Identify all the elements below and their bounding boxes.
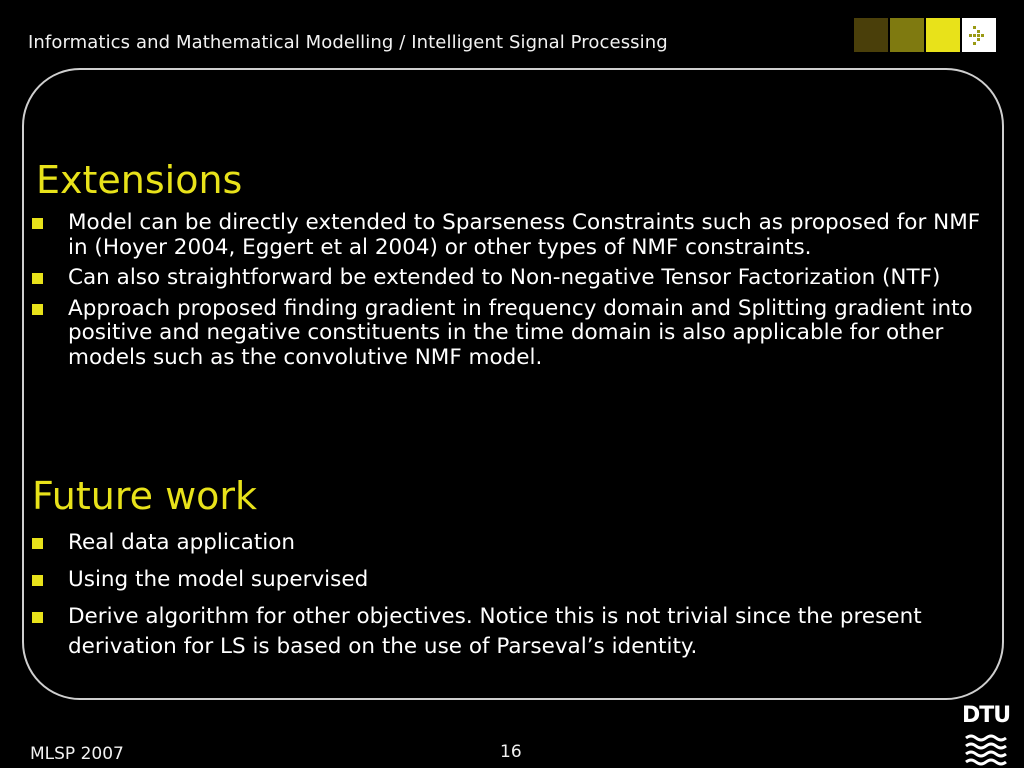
bullet-square-icon (32, 612, 43, 623)
bullet-square-icon (32, 575, 43, 586)
extensions-list (30, 211, 990, 376)
list-item-text: Real data application (68, 530, 296, 555)
list-item-text: Derive algorithm for other objectives. Notice this is not trivial since the present derivation for LS is based on the use of Parseval’s identity. (68, 604, 922, 659)
list-item (30, 211, 990, 260)
logo-square-arrow (962, 18, 996, 52)
logo-squares (854, 18, 996, 52)
list-item (30, 565, 1000, 595)
page-number: 16 (500, 742, 522, 762)
dtu-logo-text: DTU (962, 703, 1011, 728)
list-item (30, 602, 1000, 662)
future-work-list (30, 528, 1000, 669)
list-item-text: Model can be directly extended to Sparseness Constraints such as proposed for NMF in (Hoyer 2004, Eggert et al 2004) or other types of NMF constraints. (68, 210, 981, 260)
list-item (30, 266, 990, 291)
header-title: Informatics and Mathematical Modelling / Intelligent Signal Processing (28, 32, 668, 53)
list-item (30, 297, 990, 371)
logo-square-olive (890, 18, 924, 52)
dtu-logo (962, 702, 1010, 768)
logo-square-dark (854, 18, 888, 52)
dotted-arrow-icon (967, 25, 991, 45)
list-item-text: Approach proposed finding gradient in frequency domain and Splitting gradient into positive and negative constituents in the time domain is also applicable for other models such as the convolutive NMF model. (68, 295, 973, 370)
wave-icon (964, 734, 1008, 766)
bullet-square-icon (32, 273, 43, 284)
footer-conference: MLSP 2007 (30, 744, 124, 764)
logo-square-yellow (926, 18, 960, 52)
future-work-title: Future work (32, 474, 258, 518)
bullet-square-icon (32, 218, 43, 229)
list-item-text: Using the model supervised (68, 567, 369, 592)
list-item (30, 528, 1000, 558)
list-item-text: Can also straightforward be extended to Non-negative Tensor Factorization (NTF) (68, 265, 941, 290)
bullet-square-icon (32, 304, 43, 315)
extensions-title: Extensions (36, 158, 243, 202)
bullet-square-icon (32, 538, 43, 549)
